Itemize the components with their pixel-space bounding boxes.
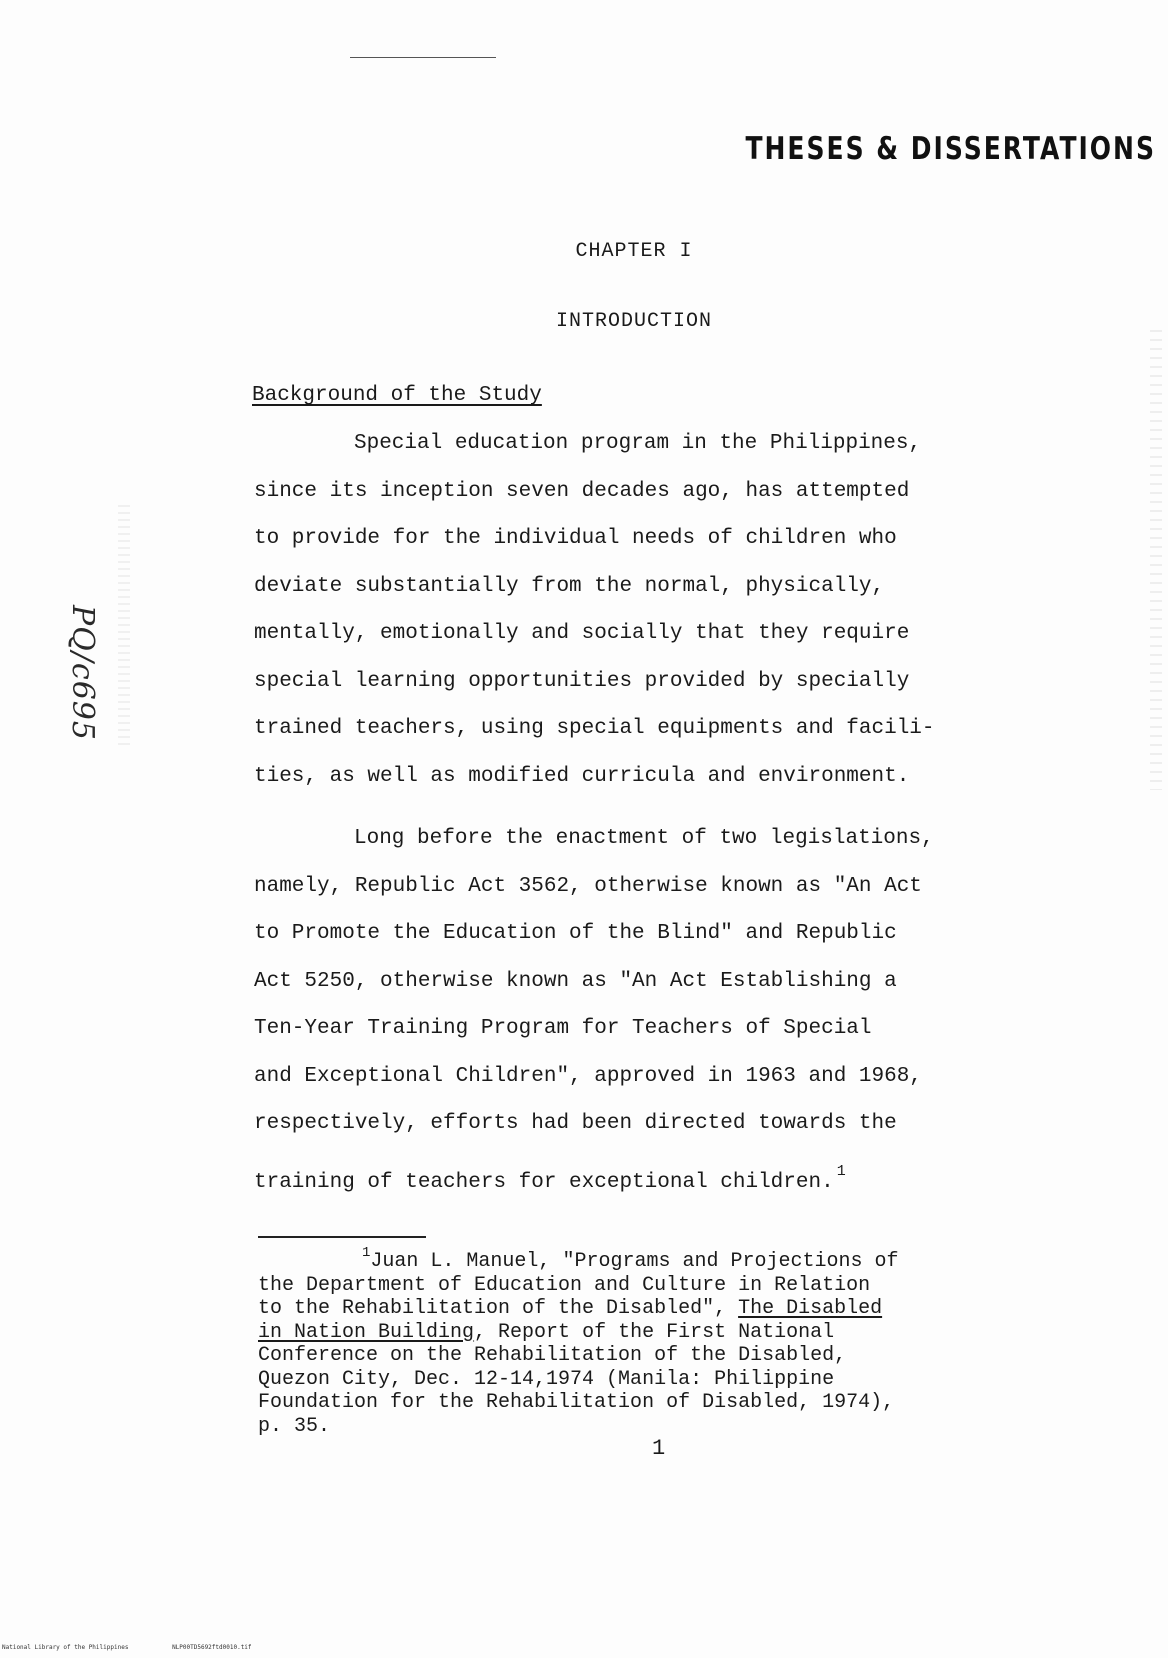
chapter-label: CHAPTER I	[575, 240, 693, 263]
text-line-content: training of teachers for exceptional children.	[254, 1170, 834, 1194]
text-line: mentally, emotionally and socially that they require	[254, 622, 910, 645]
section-heading: Background of the Study	[252, 384, 542, 407]
footnote-rule	[258, 1236, 426, 1238]
footnote-line: p. 35.	[258, 1414, 331, 1438]
text-line: special learning opportunities provided by specially	[254, 669, 910, 693]
text-line: to Promote the Education of the Blind" and Republic	[254, 922, 897, 945]
scan-footer-library: National Library of the Philippines	[2, 1644, 129, 1651]
footnote-reference: 1	[836, 1162, 846, 1180]
footnote-book-title: in Nation Building	[258, 1320, 475, 1344]
handwritten-call-number: PQ/c695	[65, 605, 100, 741]
page-number: 1	[652, 1436, 666, 1461]
footnote-line	[258, 1297, 1038, 1321]
footnote-line: the Department of Education and Culture in Relation	[258, 1273, 871, 1297]
footnote-line: Conference on the Rehabilitation of the Disabled,	[258, 1344, 847, 1367]
text-line: since its inception seven decades ago, has attempted	[254, 479, 910, 503]
text-line: namely, Republic Act 3562, otherwise known as "An Act	[254, 874, 922, 898]
text-line: and Exceptional Children", approved in 1963 and 1968,	[254, 1064, 922, 1088]
text-line-last	[254, 1148, 1034, 1207]
footnote-line	[258, 1321, 1038, 1345]
scan-footer-file: NLP00TD5692ftd0010.tif	[172, 1644, 252, 1651]
text-line: Ten-Year Training Program for Teachers of Special	[254, 1017, 872, 1040]
text-line: deviate substantially from the normal, physically,	[254, 574, 885, 598]
footnote-line: Quezon City, Dec. 12-14,1974 (Manila: Philippine	[258, 1367, 835, 1391]
paragraph-background	[254, 420, 1034, 800]
text-line: to provide for the individual needs of children who	[254, 527, 897, 550]
footnote-line: Foundation for the Rehabilitation of Disabled, 1974),	[258, 1391, 895, 1414]
footnote	[258, 1242, 1038, 1438]
text-line: respectively, efforts had been directed towards the	[254, 1112, 897, 1135]
footnote-text: Juan L. Manuel, "Programs and Projections of	[370, 1250, 899, 1273]
chapter-title: INTRODUCTION	[555, 310, 713, 333]
text-line: Long before the enactment of two legislations,	[354, 827, 934, 850]
text-line: Act 5250, otherwise known as "An Act Establishing a	[254, 969, 897, 993]
text-line: Special education program in the Philippines,	[354, 432, 922, 455]
footnote-line	[258, 1242, 1038, 1274]
footnote-mark: 1	[362, 1245, 371, 1261]
paragraph-legislation	[254, 815, 1034, 1206]
top-rule	[350, 57, 496, 58]
scan-speckle-right	[1150, 330, 1162, 790]
scan-footer	[2, 1644, 292, 1651]
text-line: trained teachers, using special equipments and facili-	[254, 717, 935, 740]
theses-stamp: THESES & DISSERTATIONS	[745, 130, 1156, 167]
text-line: ties, as well as modified curricula and environment.	[254, 764, 910, 788]
footnote-text: , Report of the First National	[474, 1320, 835, 1344]
scan-speckle-left	[118, 505, 130, 750]
footnote-book-title: The Disabled	[738, 1297, 883, 1320]
footnote-text: to the Rehabilitation of the Disabled",	[258, 1297, 739, 1320]
